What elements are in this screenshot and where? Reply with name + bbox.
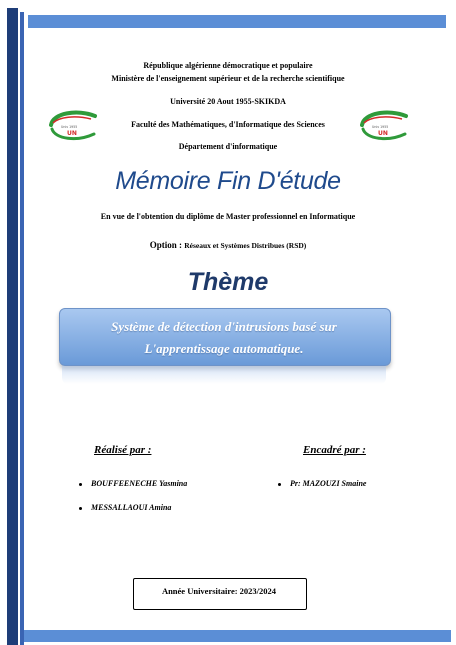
bullet-icon xyxy=(79,507,82,510)
bottom-border-bar xyxy=(24,630,451,642)
supervisor-name: Pr: MAZOUZI Smaine xyxy=(290,479,367,488)
theme-box-reflection xyxy=(62,366,386,384)
university-logo-right-icon xyxy=(358,107,410,143)
supervisor-item xyxy=(278,479,366,488)
author-name: MESSALLAOUI Amina xyxy=(91,503,172,512)
document-title: Mémoire Fin D'étude xyxy=(115,167,341,195)
theme-title xyxy=(59,316,389,360)
theme-title-line-2: L'apprentissage automatique. xyxy=(144,341,304,356)
theme-heading: Thème xyxy=(187,268,269,296)
option-value: Réseaux et Systèmes Distribues (RSD) xyxy=(184,241,307,250)
university-line: Université 20 Aout 1955-SKIKDA xyxy=(170,97,286,106)
option-line xyxy=(0,240,456,250)
svg-text:Univ 1955: Univ 1955 xyxy=(61,125,78,129)
theme-title-line-1: Système de détection d'intrusions basé sur xyxy=(111,319,337,334)
author-item xyxy=(79,503,171,512)
author-item xyxy=(79,479,187,488)
svg-text:UN: UN xyxy=(378,130,388,137)
academic-year: Année Universitaire: 2023/2024 xyxy=(161,586,277,596)
faculty-line: Faculté des Mathématiques, d'Informatique des Sciences xyxy=(131,120,325,129)
degree-subtitle: En vue de l'obtention du diplôme de Master professionnel en Informatique xyxy=(100,212,356,221)
author-name: BOUFFEENECHE Yasmina xyxy=(91,479,188,488)
ministry-line: Ministère de l'enseignement supérieur et de la recherche scientifique xyxy=(111,74,345,83)
republic-line: République algérienne démocratique et populaire xyxy=(143,61,313,70)
svg-text:Univ 1955: Univ 1955 xyxy=(372,125,389,129)
university-logo-left-icon xyxy=(47,107,99,143)
svg-text:UN: UN xyxy=(67,130,77,137)
department-line: Département d'informatique xyxy=(178,142,278,151)
authors-heading: Réalisé par : xyxy=(94,444,152,456)
option-label: Option : xyxy=(149,240,182,250)
top-border-bar xyxy=(28,15,446,28)
bullet-icon xyxy=(278,483,281,486)
supervisor-heading: Encadré par : xyxy=(303,444,366,456)
bullet-icon xyxy=(79,483,82,486)
